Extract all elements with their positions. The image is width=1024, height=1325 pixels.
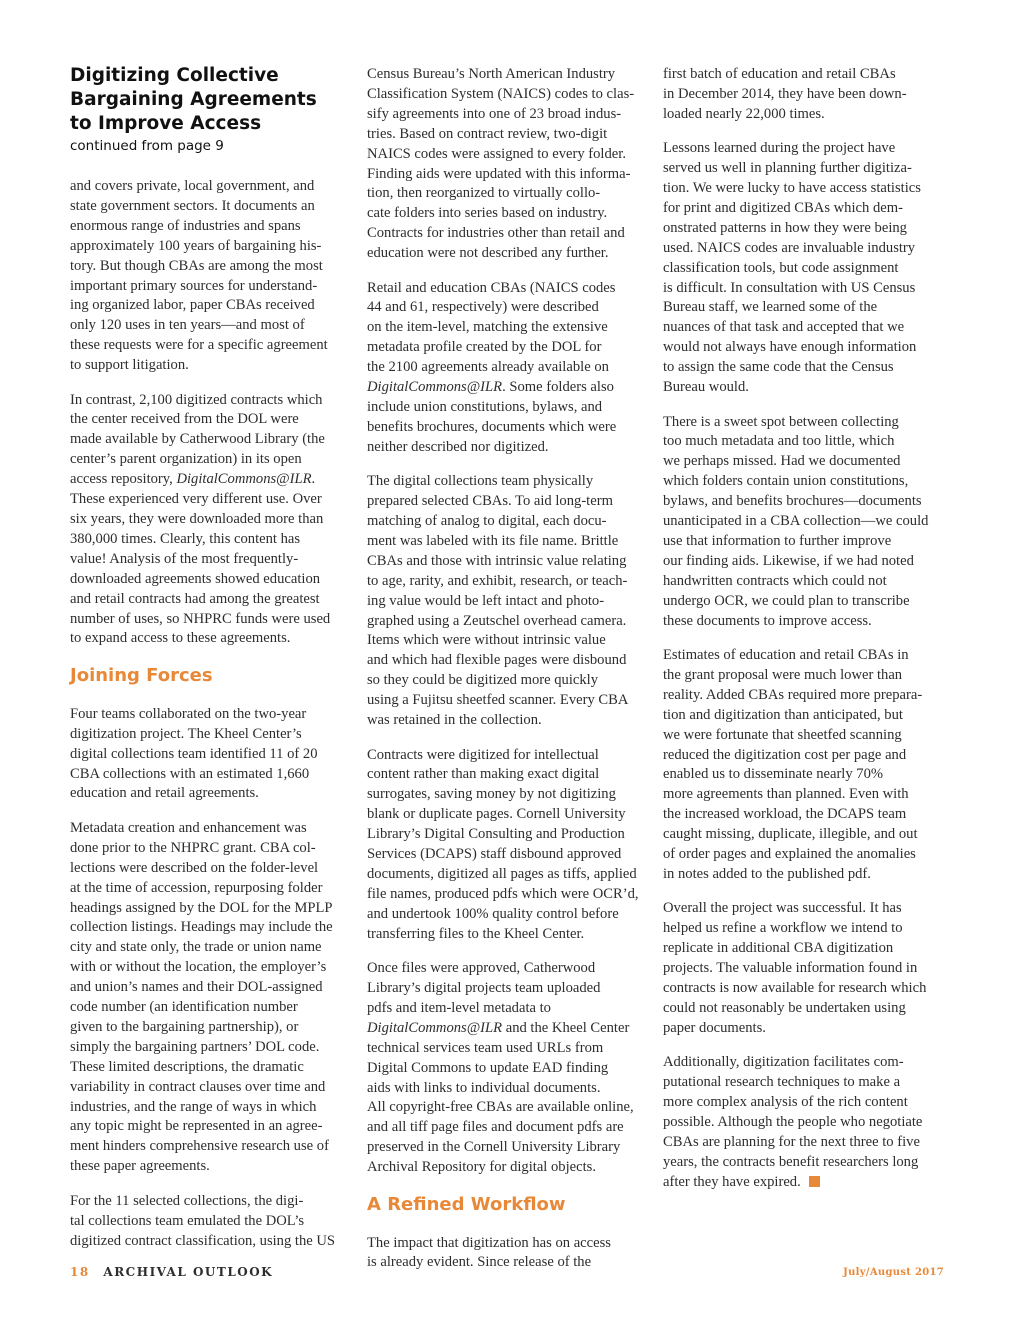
text-line: These limited descriptions, the dramatic <box>70 1058 304 1075</box>
text-line: metadata profile created by the DOL for <box>367 339 602 356</box>
text-line: in December 2014, they have been down- <box>663 85 907 102</box>
text-line: tion. We were lucky to have access statistics <box>663 180 921 197</box>
text-line: education were not described any further. <box>367 245 609 262</box>
text-line: any topic might be represented in an agree- <box>70 1118 323 1135</box>
text-line: content rather than making exact digital <box>367 766 600 783</box>
text-line: simply the bargaining partners’ DOL code. <box>70 1038 320 1055</box>
text-run: . Some folders also <box>502 379 614 396</box>
text-line: tion, then reorganized to virtually collo- <box>367 185 601 202</box>
paragraph-part <box>70 391 352 471</box>
text-line: CBAs and those with intrinsic value relating <box>367 552 627 569</box>
paragraph-part <box>367 398 649 458</box>
text-line: we were fortunate that sheetfed scanning <box>663 726 902 743</box>
paragraph <box>663 646 947 885</box>
text-line: Retail and education CBAs (NAICS codes <box>367 279 616 296</box>
text-line: onstrated patterns in how they were being <box>663 219 907 236</box>
text-line: surrogates, saving money by not digitizing <box>367 786 616 803</box>
text-run: access repository, <box>70 471 177 488</box>
text-line: Once files were approved, Catherwood <box>367 960 596 977</box>
text-line: tion and digitization than anticipated, but <box>663 706 903 723</box>
text-line: more complex analysis of the rich content <box>663 1094 908 1110</box>
text-line: For the 11 selected collections, the digi- <box>70 1192 304 1209</box>
text-line: Bureau would. <box>663 379 749 396</box>
text-line: Overall the project was successful. It has <box>663 900 902 917</box>
text-line: possible. Although the people who negotiate <box>663 1113 923 1130</box>
paragraph <box>70 391 352 650</box>
text-line: on the item-level, matching the extensive <box>367 319 608 336</box>
text-line: Census Bureau’s North American Industry <box>367 66 616 82</box>
text-line: to assign the same code that the Census <box>663 359 894 376</box>
text-line: which folders contain union constitutions, <box>663 473 909 490</box>
paragraph-part <box>367 1039 649 1178</box>
text-line: undergo OCR, we could plan to transcribe <box>663 592 910 609</box>
text-line: NAICS codes were assigned to every folder. <box>367 145 626 162</box>
paragraph <box>663 899 947 1038</box>
text-line: would not always have enough information <box>663 339 917 356</box>
text-line: ment hinders comprehensive research use of <box>70 1138 329 1155</box>
text-line: There is a sweet spot between collecting <box>663 413 899 430</box>
text-line: is difficult. In consultation with US Census <box>663 279 916 296</box>
text-line: graphed using a Zeutschel overhead camera. <box>367 612 627 629</box>
text-line: city and state only, the trade or union name <box>70 939 322 956</box>
text-line: in notes added to the published pdf. <box>663 865 871 882</box>
text-line: putational research techniques to make a <box>663 1074 901 1091</box>
text-line: state government sectors. It documents an <box>70 197 315 214</box>
text-line: unanticipated in a CBA collection—we could <box>663 513 929 530</box>
text-line: of order pages and explained the anomalies <box>663 846 916 863</box>
text-line: Four teams collaborated on the two-year <box>70 705 307 722</box>
text-line: benefits brochures, documents which were <box>367 418 617 435</box>
text-line: the grant proposal were much lower than <box>663 666 903 683</box>
text-line: these documents to improve access. <box>663 612 872 629</box>
text-line: include union constitutions, bylaws, and <box>367 399 603 415</box>
text-line: matching of analog to digital, each docu- <box>367 513 607 530</box>
text-line: Contracts were digitized for intellectual <box>367 746 599 763</box>
text-line: to expand access to these agreements. <box>70 630 291 647</box>
text-line: preserved in the Cornell University Library <box>367 1139 621 1156</box>
text-line <box>367 1019 649 1039</box>
text-line: was retained in the collection. <box>367 712 542 729</box>
paragraph <box>663 65 947 125</box>
text-line: the center received from the DOL were <box>70 411 299 428</box>
text-line: Library’s Digital Consulting and Production <box>367 826 625 843</box>
title-line: Digitizing Collective <box>70 65 279 86</box>
text-line: transferring files to the Kheel Center. <box>367 925 585 942</box>
text-line: CBA collections with an estimated 1,660 <box>70 765 310 782</box>
text-line: replicate in additional CBA digitization <box>663 940 894 957</box>
repository-name: DigitalCommons@ILR <box>367 1019 503 1036</box>
section-heading: Joining Forces <box>70 664 213 686</box>
column-3 <box>663 65 947 1207</box>
text-line: file names, produced pdfs which were OCR’d, <box>367 885 639 902</box>
page-number: 18 <box>70 1265 90 1279</box>
text-line: handwritten contracts which could not <box>663 572 887 589</box>
text-line: 380,000 times. Clearly, this content has <box>70 530 301 547</box>
text-line: number of uses, so NHPRC funds were used <box>70 610 331 627</box>
text-line: and union’s names and their DOL-assigned <box>70 979 323 996</box>
text-line: for print and digitized CBAs which dem- <box>663 199 903 216</box>
text-line: the increased workload, the DCAPS team <box>663 806 907 823</box>
text-line: these paper agreements. <box>70 1158 210 1175</box>
text-line: downloaded agreements showed education <box>70 570 321 587</box>
paragraph-part <box>367 279 649 379</box>
text-line: Library’s digital projects team uploaded <box>367 979 601 996</box>
text-line: reality. Added CBAs required more prepara- <box>663 686 923 703</box>
text-line: cate folders into series based on industry. <box>367 205 608 222</box>
paragraph <box>663 139 947 398</box>
text-line: The impact that digitization has on access <box>367 1234 611 1251</box>
text-line: at the time of accession, repurposing folder <box>70 879 323 896</box>
text-line: caught missing, duplicate, illegible, and out <box>663 826 918 843</box>
text-line: prepared selected CBAs. To aid long-term <box>367 493 613 510</box>
text-line: Digital Commons to update EAD finding <box>367 1059 609 1076</box>
text-line: ing value would be left intact and photo- <box>367 592 605 609</box>
text-line: tory. But though CBAs are among the most <box>70 257 323 274</box>
text-line: to support litigation. <box>70 357 189 374</box>
paragraph <box>70 1192 352 1252</box>
text-line: years, the contracts benefit researchers long <box>663 1153 919 1170</box>
column-2 <box>367 65 649 1288</box>
text-line: loaded nearly 22,000 times. <box>663 105 825 122</box>
text-line: tries. Based on contract review, two-digit <box>367 125 608 142</box>
title-line: Bargaining Agreements <box>70 89 317 110</box>
text-line: The digital collections team physically <box>367 473 594 490</box>
text-line: digital collections team identified 11 of 20 <box>70 745 318 762</box>
text-run: and the Kheel Center <box>502 1019 630 1036</box>
text-line: Metadata creation and enhancement was <box>70 819 307 836</box>
text-line: Lessons learned during the project have <box>663 140 896 157</box>
paragraph <box>367 959 649 1178</box>
text-line: variability in contract clauses over time and <box>70 1078 326 1095</box>
text-line: lections were described on the folder-level <box>70 859 319 876</box>
text-line: code number (an identification number <box>70 999 298 1016</box>
text-line: the 2100 agreements already available on <box>367 359 609 376</box>
text-line: All copyright-free CBAs are available online, <box>367 1099 634 1116</box>
text-line: bylaws, and benefits brochures—documents <box>663 493 922 510</box>
text-line: and which had flexible pages were disbound <box>367 652 627 669</box>
text-line: and covers private, local government, and <box>70 178 315 194</box>
paragraph <box>367 279 649 458</box>
section-heading: A Refined Workflow <box>367 1193 566 1215</box>
text-line: to age, rarity, and exhibit, research, or teach- <box>367 572 628 589</box>
text-line: Classification System (NAICS) codes to clas- <box>367 85 635 102</box>
text-line: so they could be digitized more quickly <box>367 672 599 689</box>
text-line: CBAs are planning for the next three to five <box>663 1133 920 1150</box>
text-line: headings assigned by the DOL for the MPLP <box>70 899 333 916</box>
text-line: technical services team used URLs from <box>367 1039 604 1056</box>
article-title <box>70 64 352 136</box>
end-of-article-icon <box>809 1176 820 1187</box>
text-line: we perhaps missed. Had we documented <box>663 453 901 470</box>
text-line: only 120 uses in ten years—and most of <box>70 317 305 334</box>
text-line: classification tools, but code assignment <box>663 259 899 276</box>
paragraph <box>367 65 649 264</box>
text-line: helped us refine a workflow we intend to <box>663 920 903 937</box>
text-line: use that information to further improve <box>663 532 892 549</box>
text-line: given to the bargaining partnership), or <box>70 1018 299 1035</box>
text-line: collection listings. Headings may include the <box>70 919 333 936</box>
text-line: documents, digitized all pages as tiffs, applied <box>367 865 637 882</box>
text-line: Estimates of education and retail CBAs in <box>663 646 909 663</box>
text-line: enabled us to disseminate nearly 70% <box>663 766 884 783</box>
text-line: and undertook 100% quality control before <box>367 905 619 922</box>
issue-date: July/August 2017 <box>843 1267 944 1278</box>
text-line: ing organized labor, paper CBAs received <box>70 297 315 314</box>
paragraph <box>70 705 352 805</box>
text-line: Finding aids were updated with this informa- <box>367 165 631 182</box>
text-line: and all tiff page files and document pdfs are <box>367 1119 624 1136</box>
text-line: used. NAICS codes are invaluable industry <box>663 239 916 256</box>
text-line: digitization project. The Kheel Center’s <box>70 725 302 742</box>
text-line: nuances of that task and accepted that we <box>663 319 905 336</box>
paragraph <box>663 413 947 632</box>
text-line: too much metadata and too little, which <box>663 433 895 450</box>
text-line: paper documents. <box>663 1019 766 1036</box>
text-line: digitized contract classification, using the US <box>70 1232 336 1249</box>
repository-name: DigitalCommons@ILR <box>176 471 312 488</box>
paragraph-part <box>70 490 352 649</box>
paragraph <box>70 819 352 1177</box>
text-line: six years, they were downloaded more than <box>70 511 324 527</box>
paragraph <box>663 1053 947 1192</box>
text-line: education and retail agreements. <box>70 785 259 802</box>
text-line: more agreements than planned. Even with <box>663 786 909 803</box>
text-line: with or without the location, the employer’s <box>70 959 327 976</box>
publication-name: ARCHIVAL OUTLOOK <box>103 1265 274 1279</box>
text-line: industries, and the range of ways in which <box>70 1098 317 1115</box>
column-1 <box>70 64 352 1266</box>
text-line <box>70 470 352 490</box>
text-line: is already evident. Since release of the <box>367 1254 592 1271</box>
text-line: Additionally, digitization facilitates com- <box>663 1054 904 1071</box>
text-line: Services (DCAPS) staff disbound approved <box>367 846 622 863</box>
text-line: 44 and 61, respectively) were described <box>367 299 599 316</box>
text-line <box>367 378 649 398</box>
paragraph <box>367 472 649 731</box>
text-line: Items which were without intrinsic value <box>367 632 606 649</box>
text-line: these requests were for a specific agreement <box>70 337 328 354</box>
text-line: neither described nor digitized. <box>367 438 549 455</box>
paragraph <box>367 746 649 945</box>
text-line: using a Fujitsu sheetfed scanner. Every CBA <box>367 692 629 709</box>
title-line: to Improve Access <box>70 113 262 134</box>
footer-left <box>70 1265 273 1279</box>
text-line: made available by Catherwood Library (the <box>70 431 325 448</box>
paragraph-part <box>367 959 649 1019</box>
text-line: center’s parent organization) in its open <box>70 451 302 468</box>
text-line: blank or duplicate pages. Cornell University <box>367 806 626 823</box>
repository-name: DigitalCommons@ILR <box>367 379 503 396</box>
text-line: sify agreements into one of 23 broad indus- <box>367 105 622 122</box>
text-line: done prior to the NHPRC grant. CBA col- <box>70 839 316 856</box>
text-line: enormous range of industries and spans <box>70 217 301 234</box>
continued-note: continued from page 9 <box>70 138 224 154</box>
text-line: Archival Repository for digital objects. <box>367 1159 596 1176</box>
text-line: important primary sources for understand- <box>70 277 318 294</box>
text-run: . <box>311 471 316 488</box>
text-line: and retail contracts had among the greatest <box>70 590 320 607</box>
text-line: value! Analysis of the most frequently- <box>70 550 299 567</box>
text-line: pdfs and item-level metadata to <box>367 999 551 1016</box>
text-line: could not reasonably be undertaken using <box>663 999 906 1016</box>
text-line: reduced the digitization cost per page and <box>663 746 907 763</box>
text-line: These experienced very different use. Over <box>70 491 322 508</box>
paragraph <box>70 177 352 376</box>
text-line: served us well in planning further digitiza- <box>663 160 912 177</box>
text-line: aids with links to individual documents. <box>367 1079 601 1096</box>
text-line: Contracts for industries other than retail and <box>367 225 625 242</box>
text-line: contracts is now available for research which <box>663 979 927 996</box>
text-line: after they have expired. <box>663 1173 947 1193</box>
text-line: Bureau staff, we learned some of the <box>663 299 878 316</box>
text-line: our finding aids. Likewise, if we had noted <box>663 552 914 569</box>
text-line: tal collections team emulated the DOL’s <box>70 1212 305 1229</box>
paragraph <box>367 1234 649 1274</box>
text-line: approximately 100 years of bargaining his- <box>70 237 322 254</box>
text-line: ment was labeled with its file name. Brittle <box>367 532 619 549</box>
text-line: In contrast, 2,100 digitized contracts which <box>70 391 323 408</box>
text-line: first batch of education and retail CBAs <box>663 66 896 82</box>
text-line: projects. The valuable information found in <box>663 960 918 977</box>
